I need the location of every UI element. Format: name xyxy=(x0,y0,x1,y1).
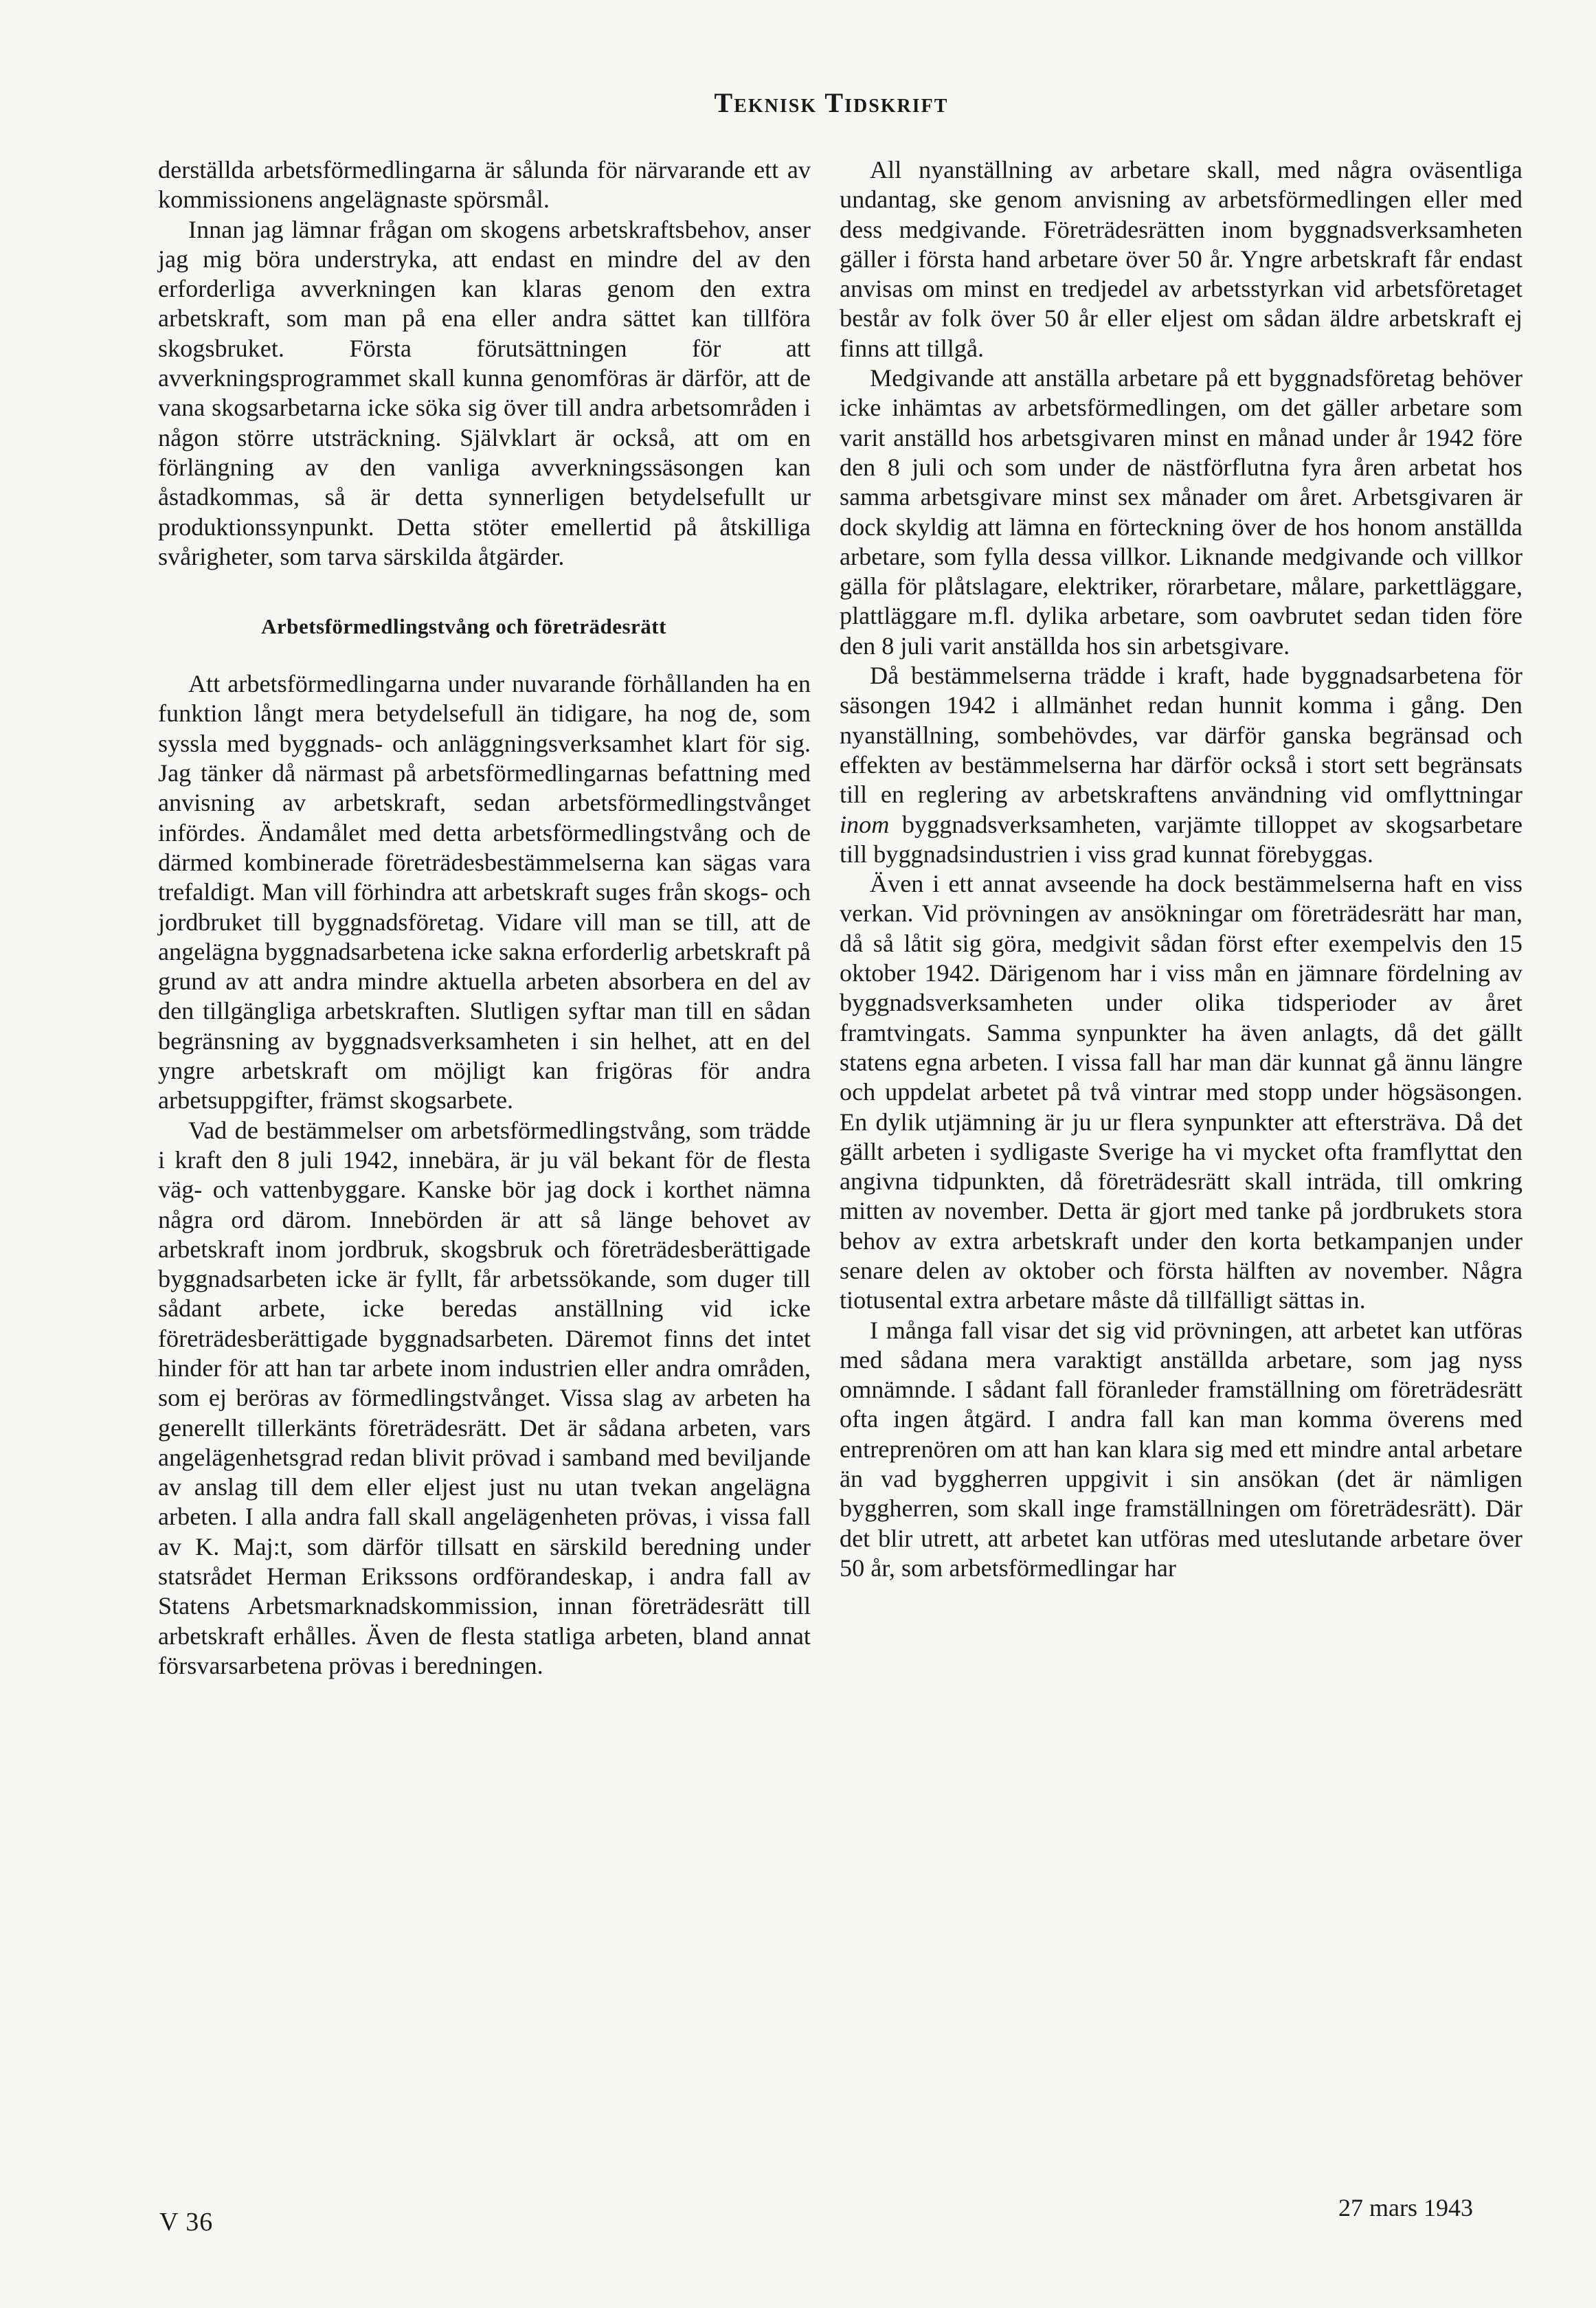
paragraph: Även i ett annat avseende ha dock bestämmelserna haft en viss verkan. Vid prövningen av ansökningar om företrädesrätt har man, då så låtit sig göra, medgivit sådan först efter exempelvis den 15 oktober 1942. Därigenom har i viss mån en jämnare fördelning av byggnadsverksamheten under olika tidsperioder av året framtvingats. Samma synpunkter ha även anlagts, då det gällt statens egna arbeten. I vissa fall har man där kunnat gå ännu längre och uppdelat arbetet på två vintrar med stopp under högsäsongen. En dylik utjämning är ju ur flera synpunkter att eftersträva. Då det gällt arbeten i sydligaste Sverige ha vi mycket ofta framflyttat den angivna tidpunkten, då företrädesrätt skall inträda, till omkring mitten av november. Detta är gjort med tanke på jordbrukets stora behov av extra arbetskraft under den korta betkampanjen under senare delen av oktober och första hälften av november. Några tiotusental extra arbetare måste då tillfälligt sättas in. xyxy=(840,870,1522,1314)
right-column xyxy=(840,155,1522,1583)
paragraph: Vad de bestämmelser om arbetsförmedlingstvång, som trädde i kraft den 8 juli 1942, innebära, är ju väl bekant för de flesta väg- och vattenbyggare. Kanske bör jag dock i korthet nämna några ord därom. Innebörden är att så länge behovet av arbetskraft inom jordbruk, skogsbruk och företrädesberättigade byggnadsarbeten icke är fyllt, får arbetssökande, som duger till sådant arbete, icke beredas anställning vid icke företrädesberättigade byggnadsarbeten. Däremot finns det intet hinder för att han tar arbete inom industrien eller andra områden, som ej beröras av förmedlingstvånget. Vissa slag av arbeten ha generellt tillerkänts företrädesrätt. Det är sådana arbeten, vars angelägenhetsgrad redan blivit prövad i samband med beviljande av anslag till dem eller eljest just nu utan tvekan angelägna arbeten. I alla andra fall skall angelägenheten prövas, i vissa fall av K. Maj:t, som därför tillsatt en särskild beredning under statsrådet Herman Erikssons ordförandeskap, i andra fall av Statens Arbetsmarknadskommission, innan företrädesrätt till arbetskraft erhålles. Även de flesta statliga arbeten, bland annat försvarsarbetena prövas i beredningen. xyxy=(158,1116,811,1679)
paragraph: Att arbetsförmedlingarna under nuvarande förhållanden ha en funktion långt mera betydelsefull än tidigare, ha nog de, som syssla med byggnads- och anläggningsverksamhet klart för sig. Jag tänker då närmast på arbetsförmedlingarnas befattning med anvisning av arbetskraft, sedan arbetsförmedlingstvånget infördes. Ändamålet med detta arbetsförmedlingstvång och de därmed kombinerade företrädesbestämmelserna kan sägas vara trefaldigt. Man vill förhindra att arbetskraft suges från skogs- och jordbruket till byggnadsföretag. Vidare vill man se till, att de angelägna byggnadsarbetena icke sakna erforderlig arbetskraft på grund av att andra mindre aktuella arbeten absorbera en del av den tillgängliga arbetskraften. Slutligen syftar man till en sådan begränsning av byggnadsverksamheten i sin helhet, att en del yngre arbetskraft om möjligt kan frigöras för andra arbetsuppgifter, främst skogsarbete. xyxy=(158,670,811,1114)
section-heading: Arbetsförmedlingstvång och företrädesrätt xyxy=(261,614,666,639)
text-run: byggnadsverksamheten, varjämte tilloppet av skogsarbetare till byggnadsindustrien i viss grad kunnat förebyggas. xyxy=(840,810,1523,868)
paragraph: Medgivande att anställa arbetare på ett byggnadsföretag behöver icke inhämtas av arbetsförmedlingen, om det gäller arbetare som varit anställd hos arbetsgivaren minst en månad under år 1942 före den 8 juli och som under de nästförflutna fyra åren arbetat hos samma arbetsgivare minst sex månader om året. Arbetsgivaren är dock skyldig att lämna en förteckning över de hos honom anställda arbetare, som fylla dessa villkor. Liknande medgivande och villkor gälla för plåtslagare, elektriker, rörarbetare, målare, parkettläggare, plattläggare m.fl. dylika arbetare, som oavbrutet sedan tiden före den 8 juli varit anställda hos sin arbetsgivare. xyxy=(840,364,1522,660)
journal-header: Teknisk Tidskrift xyxy=(714,87,949,118)
paragraph: I många fall visar det sig vid prövningen, att arbetet kan utföras med sådana mera varaktigt anställda arbetare, som jag nyss omnämnde. I sådant fall föranleder framställning om företrädesrätt ofta ingen åtgärd. I andra fall kan man komma överens med entreprenören om att han kan klara sig med ett mindre antal arbetare än vad byggherren uppgivit i sin ansökan (det är nämligen byggherren, som skall inge framställningen om företrädesrätt). Där det blir utrett, att arbetet kan utföras med uteslutande arbetare över 50 år, som arbetsförmedlingar har xyxy=(840,1316,1522,1582)
text-run: Då bestämmelserna trädde i kraft, hade byggnadsarbetena för säsongen 1942 i allmänhet redan hunnit komma i gång. Den nyanställning, sombehövdes, var därför ganska begränsad och effekten av bestämmelserna har därför också i stort sett begränsats till en reglering av arbetskraftens användning vid omflyttningar xyxy=(840,662,1522,809)
page-number: V 36 xyxy=(159,2208,214,2237)
left-column xyxy=(158,155,811,1681)
italic-word: inom xyxy=(840,810,890,838)
paragraph: All nyanställning av arbetare skall, med några oväsentliga undantag, ske genom anvisning av arbetsförmedlingen eller med dess medgivande. Företrädesrätten inom byggnadsverksamheten gäller i första hand arbetare över 50 år. Yngre arbetskraft får endast anvisas om minst en tredjedel av arbetsstyrkan vid arbetsföretaget består av folk över 50 år eller eljest om sådan äldre arbetskraft ej finns att tillgå. xyxy=(840,156,1522,362)
paragraph: derställda arbetsförmedlingarna är sålunda för närvarande ett av kommissionens angelägnaste spörsmål. xyxy=(158,156,811,214)
paragraph: Innan jag lämnar frågan om skogens arbetskraftsbehov, anser jag mig böra understryka, att endast en mindre del av den erforderliga avverkningen kan klaras genom den extra arbetskraft, som man på ena eller andra sättet kan tillföra skogsbruket. Första förutsättningen för att avverkningsprogrammet skall kunna genomföras är därför, att de vana skogsarbetarna icke söka sig över till andra arbetsområden i någon större utsträckning. Självklart är också, att om en förlängning av den vanliga avverkningssäsongen kan åstadkommas, så är detta synnerligen betydelsefullt ur produktionssynpunkt. Detta stöter emellertid på åtskilliga svårigheter, som tarva särskilda åtgärder. xyxy=(158,215,811,570)
issue-date: 27 mars 1943 xyxy=(1338,2194,1473,2221)
paragraph xyxy=(840,661,1522,869)
